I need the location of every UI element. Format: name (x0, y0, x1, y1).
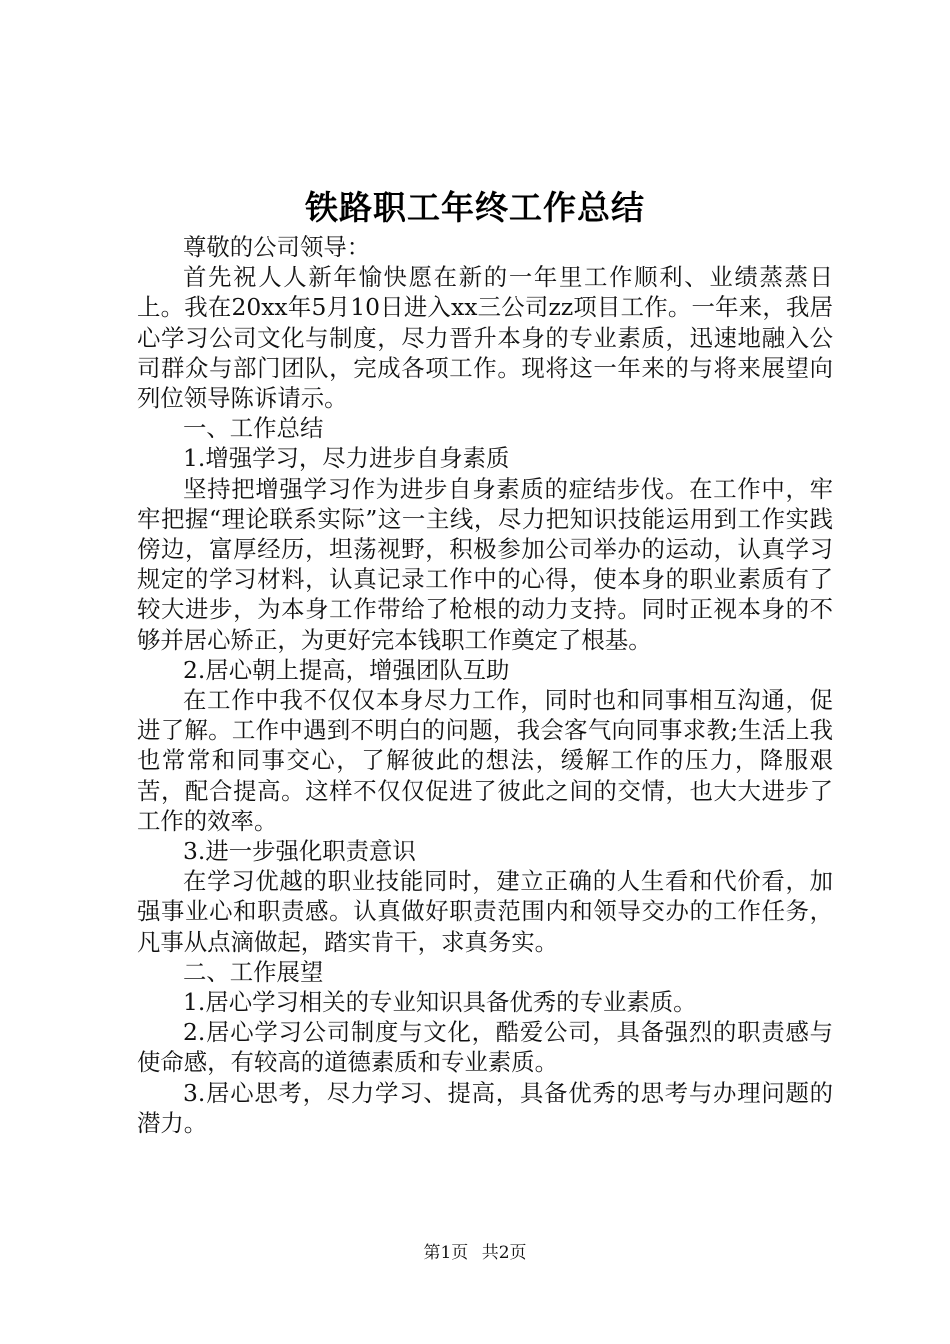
paragraph-teamwork: 在工作中我不仅仅本身尽力工作，同时也和同事相互沟通，促进了解。工作中遇到不明白的问题，我会客气向同事求教;生活上我也常常和同事交心，了解彼此的想法，缓解工作的压力，降服艰苦，配合提高。这样不仅仅促进了彼此之间的交情，也大大进步了工作的效率。 (137, 686, 833, 835)
section-heading-outlook: 二、工作展望 (183, 957, 324, 986)
intro-paragraph: 首先祝人人新年愉快愿在新的一年里工作顺利、业绩蒸蒸日上。我在20xx年5月10日进入xx三公司zz项目工作。一年来，我居心学习公司文化与制度，尽力晋升本身的专业素质，迅速地融入公司群众与部门团队，完成各项工作。现将这一年来的与将来展望向列位领导陈诉请示。 (137, 263, 833, 413)
document-body (137, 232, 833, 1138)
subheading-responsibility: 3.进一步强化职责意识 (183, 837, 416, 866)
page-footer (0, 1240, 950, 1266)
paragraph-responsibility: 在学习优越的职业技能同时，建立正确的人生看和代价看，加强事业心和职责感。认真做好职责范围内和领导交办的工作任务，凡事从点滴做起，踏实肯干，求真务实。 (137, 867, 833, 956)
subheading-teamwork: 2.居心朝上提高，增强团队互助 (183, 655, 510, 684)
subheading-learning: 1.增强学习，尽力进步自身素质 (183, 444, 510, 473)
outlook-item-1: 1.居心学习相关的专业知识具备优秀的专业素质。 (183, 988, 697, 1017)
page-number: 第1页 (423, 1243, 469, 1263)
page-total: 共2页 (481, 1243, 527, 1263)
section-heading-work-summary: 一、工作总结 (183, 414, 324, 443)
document-title: 铁路职工年终工作总结 (305, 188, 645, 227)
salutation: 尊敬的公司领导： (183, 233, 371, 261)
outlook-item-2: 2.居心学习公司制度与文化，酷爱公司，具备强烈的职责感与使命感，有较高的道德素质和专业素质。 (137, 1018, 833, 1077)
paragraph-learning: 坚持把增强学习作为进步自身素质的症结步伐。在工作中，牢牢把握“理论联系实际”这一主线，尽力把知识技能运用到工作实践傍边，富厚经历，坦荡视野，积极参加公司举办的运动，认真学习规定的学习材料，认真记录工作中的心得，使本身的职业素质有了较大进步，为本身工作带给了枪根的动力支持。同时正视本身的不够并居心矫正，为更好完本钱职工作奠定了根基。 (137, 474, 833, 654)
outlook-item-3: 3.居心思考，尽力学习、提高，具备优秀的思考与办理问题的潜力。 (137, 1078, 833, 1137)
